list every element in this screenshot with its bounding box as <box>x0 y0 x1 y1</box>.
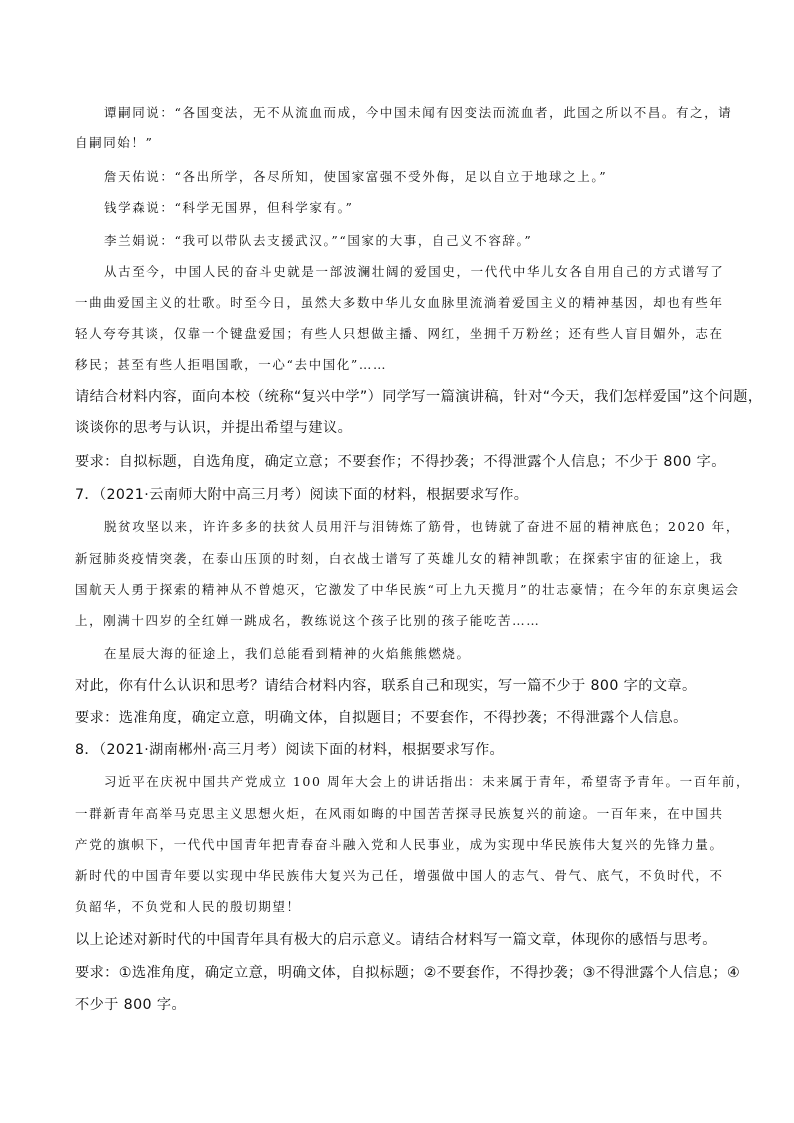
material6-line: 移民；甚至有些人拒唱国歌，一心“去中国化”…… <box>75 357 388 372</box>
q8-material-line: 产党的旗帜下，一代代中国青年把青春奋斗融入党和人民事业，成为实现中华民族伟大复兴的先锋力量。 <box>75 837 724 852</box>
quote-tan-sitong-line2: 自嗣同始！” <box>75 135 154 150</box>
q7-material-line: 上，刚满十四岁的全红婵一跳成名，教练说这个孩子比别的孩子能吃苦…… <box>75 613 541 628</box>
q8-material-line: 习近平在庆祝中国共产党成立 100 周年大会上的讲话指出：未来属于青年，希望寄予青年。一百年前， <box>104 774 751 789</box>
question-7-heading: 7．（2021·云南师大附中高三月考）阅读下面的材料，根据要求写作。 <box>75 487 529 503</box>
q8-material-line: 负韶华，不负党和人民的殷切期望！ <box>75 899 301 914</box>
material6-line: 从古至今，中国人民的奋斗史就是一部波澜壮阔的爱国史，一代代中华儿女各自用自己的方式谱写了 <box>104 264 725 279</box>
prompt6-line: 谈谈你的思考与认识，并提出希望与建议。 <box>75 420 353 436</box>
q8-material-line: 新时代的中国青年要以实现中华民族伟大复兴为己任，增强做中国人的志气、骨气、底气，不负时代，不 <box>75 868 724 883</box>
quote-qian-xuesen: 钱学森说：“科学无国界，但科学家有。” <box>104 200 354 215</box>
quote-li-lanjuan: 李兰娟说：“我可以带队去支援武汉。”“国家的大事，自己义不容辞。” <box>104 233 533 248</box>
quote-zhan-tianyou: 詹天佑说：“各出所学，各尽所知，使国家富强不受外侮，足以自立于地球之上。” <box>104 169 608 184</box>
q7-material-line: 新冠肺炎疫情突袭，在泰山压顶的时刻，白衣战士谱写了英雄儿女的精神凯歌；在探索宇宙的征途上，我 <box>75 551 724 566</box>
prompt6-line: 请结合材料内容，面向本校（统称“复兴中学”）同学写一篇演讲稿，针对“今天，我们怎样爱国”这个问题， <box>75 389 763 405</box>
question-8-heading: 8．（2021·湖南郴州·高三月考）阅读下面的材料，根据要求写作。 <box>75 742 505 758</box>
q7-material-line: 脱贫攻坚以来，许许多多的扶贫人员用汗与泪铸炼了筋骨，也铸就了奋进不屈的精神底色；2020 年， <box>104 519 740 534</box>
prompt6-requirement: 要求：自拟标题，自选角度，确定立意；不要套作；不得抄袭；不得泄露个人信息；不少于 800 字。 <box>75 454 726 470</box>
q8-requirement-line1: 要求：①选准角度，确定立意，明确文体，自拟标题；②不要套作，不得抄袭；③不得泄露个人信息；④ <box>75 965 741 981</box>
material6-line: 一曲曲爱国主义的壮歌。时至今日，虽然大多数中华儿女血脉里流淌着爱国主义的精神基因，却也有些年 <box>75 295 724 310</box>
q7-material-line: 国航天人勇于探索的精神从不曾熄灭，它激发了中华民族“可上九天揽月”的壮志豪情；在今年的东京奥运会 <box>75 582 740 597</box>
q8-prompt: 以上论述对新时代的中国青年具有极大的启示意义。请结合材料写一篇文章，体现你的感悟与思考。 <box>75 932 717 948</box>
q7-requirement: 要求：选准角度，确定立意，明确文体，自拟题目；不要套作，不得抄袭；不得泄露个人信息。 <box>75 710 688 726</box>
q7-material-end: 在星辰大海的征途上，我们总能看到精神的火焰熊熊燃烧。 <box>104 646 471 661</box>
q7-prompt: 对此，你有什么认识和思考？请结合材料内容，联系自己和现实，写一篇不少于 800 字的文章。 <box>75 678 697 694</box>
q8-material-line: 一群新青年高举马克思主义思想火炬，在风雨如晦的中国苦苦探寻民族复兴的前途。一百年来，在中国共 <box>75 806 724 821</box>
q8-requirement-line2: 不少于 800 字。 <box>75 997 187 1013</box>
material6-line: 轻人夸夸其谈，仅靠一个键盘爱国；有些人只想做主播、网红，坐拥千万粉丝；还有些人盲目媚外，志在 <box>75 326 724 341</box>
quote-tan-sitong-line1: 谭嗣同说：“各国变法，无不从流血而成，今中国未闻有因变法而流血者，此国之所以不昌。有之，请 <box>104 105 733 120</box>
